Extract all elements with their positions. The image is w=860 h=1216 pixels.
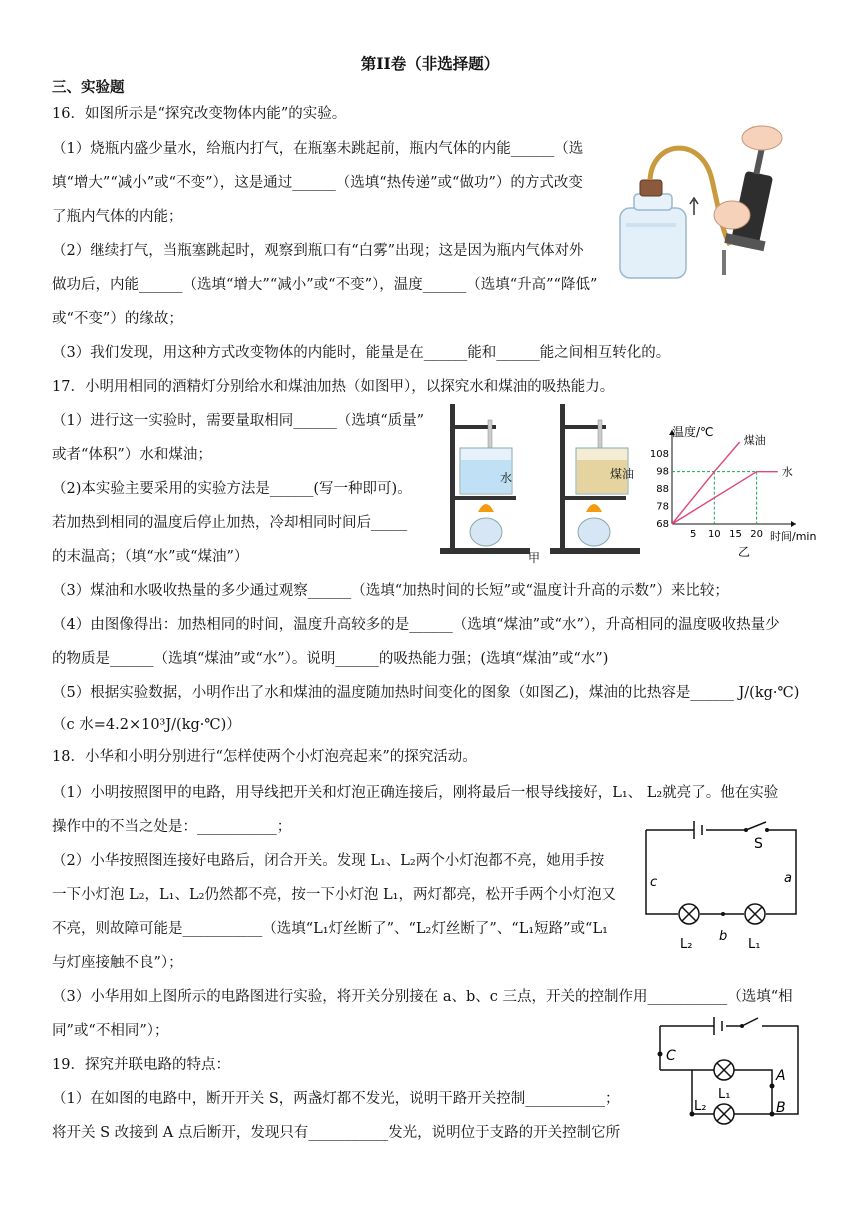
point-b-label: b	[719, 929, 728, 944]
lamp-l1-label: L₁	[748, 937, 761, 952]
q16-line-1: （1）烧瓶内盛少量水，给瓶内打气，在瓶塞未跳起前，瓶内气体的内能______（选	[52, 141, 584, 157]
chart-y-tick-label: 88	[656, 484, 669, 496]
q18-line-8: 同”或“不相同”）；	[52, 1023, 169, 1039]
point-a-label: a	[784, 871, 792, 886]
chart-x-tick-label: 20	[750, 529, 763, 540]
q17-line-5: 的末温高；（填“水”或“煤油”）	[52, 549, 249, 565]
q17-line-8: 的物质是______（选填“煤油”或“水”）。说明______的吸热能力强；(选填“煤油”或“水”)	[52, 651, 609, 667]
lamp-l2-label-q19: L₂	[694, 1099, 707, 1114]
q18-line-6: 与灯座接触不良”）；	[52, 955, 183, 971]
q16-line-7: （3）我们发现，用这种方式改变物体的内能时，能量是在______能和______能之间相互转化的。	[52, 345, 671, 361]
q16-line-5: 做功后，内能______（选填“增大”“减小”或“不变”），温度______（选填“升高”“降低”	[52, 277, 598, 293]
q17-line-9: （5）根据实验数据，小明作出了水和煤油的温度随加热时间变化的图象（如图乙)，煤油的比热容是______ J/(kg·℃)	[52, 685, 800, 701]
q18-line-4: 一下小灯泡 L₂，L₁、L₂仍然都不亮，按一下小灯泡 L₁，两灯都亮，松开手两个小灯泡又	[52, 887, 616, 903]
chart-x-axis-label: 时间/min	[770, 530, 817, 543]
q17-line-6: （3）煤油和水吸收热量的多少通过观察______（选填“加热时间的长短”或“温度计升高的示数”）来比较；	[52, 583, 729, 599]
q17-line-3: （2)本实验主要采用的实验方法是______(写一种即可)。	[52, 481, 412, 497]
q18-line-3: （2）小华按照图连接好电路后，闭合开关。发现 L₁、L₂两个小灯泡都不亮，她用手按	[52, 853, 605, 869]
point-a-label-q19: A	[776, 1068, 786, 1084]
q19-line-2: 将开关 S 改接到 A 点后断开，发现只有___________发光，说明位于支路的开关控制它所	[52, 1125, 621, 1141]
chart-series-label: 水	[781, 465, 793, 479]
section-heading: 三、实验题	[52, 79, 125, 96]
page-title: 第II卷（非选择题）	[360, 54, 500, 73]
chart-series-line	[672, 472, 778, 524]
point-c-label: c	[650, 875, 658, 890]
chart-x-tick-label: 15	[729, 529, 742, 540]
beaker-water-label: 水	[500, 471, 513, 485]
q17-line-2: 或者“体积”）水和煤油；	[52, 447, 212, 463]
point-c-label-q19: C	[666, 1048, 676, 1064]
temperature-time-chart	[648, 420, 818, 560]
series-circuit-diagram	[636, 818, 806, 958]
chart-y-tick-label: 68	[656, 519, 669, 530]
q18-line-7: （3）小华用如上图所示的电路图进行实验，将开关分别接在 a、b、c 三点，开关的控制作用___________（选填“相	[52, 989, 793, 1005]
q17-stem: 17．小明用相同的酒精灯分别给水和煤油加热（如图甲），以探究水和煤油的吸热能力。	[52, 379, 615, 395]
chart-x-tick-label: 5	[689, 529, 697, 540]
q16-stem: 16．如图所示是“探究改变物体内能”的实验。	[52, 106, 347, 122]
switch-s-label: S	[754, 836, 763, 852]
q18-line-1: （1）小明按照图甲的电路，用导线把开关和灯泡正确连接后，刚将最后一根导线接好，L₁、 L₂就亮了。他在实验	[52, 785, 779, 801]
q16-line-3: 了瓶内气体的内能；	[52, 209, 183, 225]
figure-label-yi: 乙	[738, 545, 751, 559]
chart-y-axis-label: 温度/℃	[672, 425, 714, 439]
chart-x-tick-label: 10	[707, 529, 721, 540]
parallel-circuit-diagram	[650, 1014, 810, 1134]
q16-line-4: （2）继续打气，当瓶塞跳起时，观察到瓶口有“白雾”出现；这是因为瓶内气体对外	[52, 243, 584, 259]
q17-line-10: （c 水=4.2×10³J/(kg·℃)）	[52, 717, 241, 733]
q17-line-7: （4）由图像得出：加热相同的时间，温度升高较多的是______（选填“煤油”或“水”），升高相同的温度吸收热量少	[52, 617, 780, 633]
q17-line-1: （1）进行这一实验时，需要量取相同______（选填“质量”	[52, 413, 425, 429]
q18-stem: 18．小华和小明分别进行“怎样使两个小灯泡亮起来”的探究活动。	[52, 749, 477, 765]
chart-y-tick-label: 98	[656, 466, 669, 478]
lamp-l1-label-q19: L₁	[718, 1087, 731, 1102]
point-b-label-q19: B	[776, 1100, 786, 1116]
flask-pump-illustration	[612, 120, 812, 290]
chart-y-tick-label: 108	[649, 449, 669, 461]
q18-line-2: 操作中的不当之处是：___________；	[52, 819, 292, 835]
q16-line-2: 填“增大”“减小”或“不变”），这是通过______（选填“热传递”或“做功”）的方式改变	[52, 175, 583, 191]
q18-line-5: 不亮，则故障可能是___________（选填“L₁灯丝断了”、“L₂灯丝断了”、“L₁短路”或“L₁	[52, 921, 608, 937]
chart-y-tick-label: 78	[656, 501, 669, 513]
chart-x-arrow	[791, 521, 796, 527]
heating-apparatus-figure	[436, 400, 656, 565]
q17-line-4: 若加热到相同的温度后停止加热，冷却相同时间后_____	[52, 515, 408, 531]
chart-series-line	[672, 442, 740, 524]
lamp-l2-label: L₂	[680, 937, 693, 952]
beaker-kerosene-label: 煤油	[610, 467, 635, 481]
chart-series-label: 煤油	[743, 434, 766, 447]
q19-line-1: （1）在如图的电路中，断开开关 S，两盏灯都不发光，说明干路开关控制___________；	[52, 1091, 620, 1107]
figure-label-jia: 甲	[528, 551, 541, 565]
q16-line-6: 或“不变”）的缘故；	[52, 311, 183, 327]
q19-stem: 19．探究并联电路的特点：	[52, 1057, 230, 1073]
